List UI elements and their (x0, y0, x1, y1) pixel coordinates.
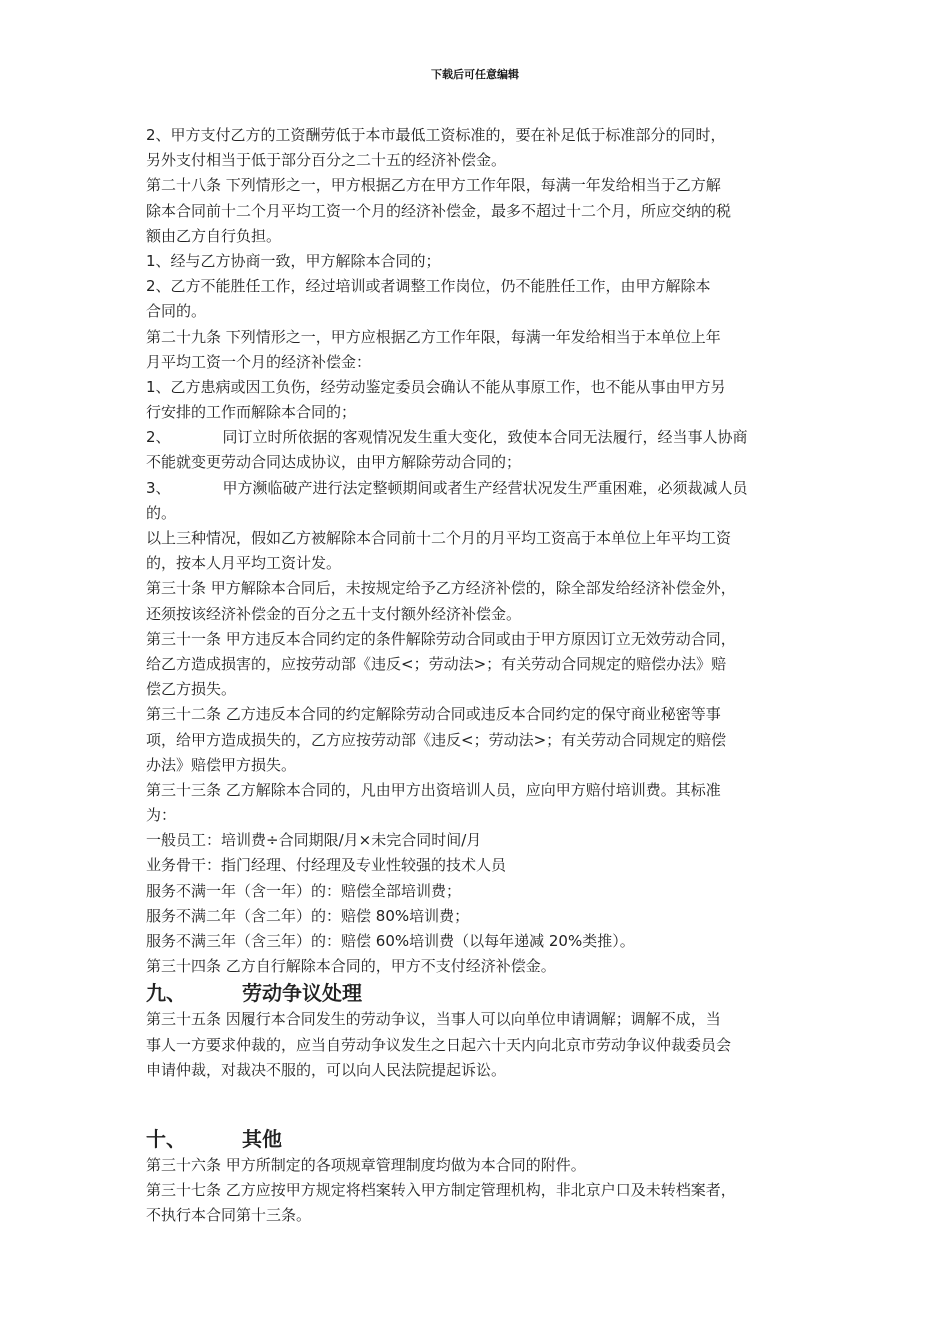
text-line: 行安排的工作而解除本合同的； (146, 403, 357, 422)
section-title: 其他 (242, 1126, 282, 1151)
article-30-34-block (146, 526, 814, 979)
item-2-line-2: 不能就变更劳动合同达成协议，由甲方解除劳动合同的； (146, 453, 522, 472)
document-body (146, 123, 814, 1229)
text-line: 1、乙方患病或因工负伤，经劳动鉴定委员会确认不能从事原工作，也不能从事由甲方另 (146, 377, 726, 396)
item-number: 3、 (146, 478, 171, 497)
text-line: 第三十六条 甲方所制定的各项规章管理制度均做为本合同的附件。 (146, 1155, 586, 1174)
section-heading-9 (146, 979, 814, 1007)
text-line: 以上三种情况，假如乙方被解除本合同前十二个月的月平均工资高于本单位上年平均工资 (146, 529, 732, 547)
text-line: 第二十九条 下列情形之一，甲方应根据乙方工作年限，每满一年发给相当于本单位上年 (146, 327, 721, 346)
section-number: 十、 (146, 1126, 186, 1151)
text-line: 偿乙方损失。 (146, 680, 237, 699)
text-line: 额由乙方自行负担。 (146, 226, 282, 245)
item-3-line-2: 的。 (146, 503, 177, 522)
text-line: 另外支付相当于低于部分百分之二十五的经济补偿金。 (146, 151, 507, 170)
text-line: 项，给甲方造成损失的，乙方应按劳动部《违反<；劳动法>；有关劳动合同规定的赔偿 (146, 730, 727, 749)
text-line: 给乙方造成损害的，应按劳动部《违反<；劳动法>；有关劳动合同规定的赔偿办法》赔 (146, 654, 727, 673)
text-line: 月平均工资一个月的经济补偿金： (146, 352, 372, 371)
text-line: 2、甲方支付乙方的工资酬劳低于本市最低工资标准的，要在补足低于标准部分的同时， (146, 126, 726, 144)
text-line: 申请仲裁，对裁决不服的，可以向人民法院提起诉讼。 (146, 1060, 507, 1079)
item-3-line-1 (146, 476, 814, 501)
item-number: 2、 (146, 428, 171, 447)
article-36-37-block (146, 1153, 814, 1229)
section-title: 劳动争议处理 (242, 981, 362, 1006)
text-line: 除本合同前十二个月平均工资一个月的经济补偿金，最多不超过十二个月，所应交纳的税 (146, 201, 732, 220)
section-number: 九、 (146, 981, 186, 1006)
text-line: 第三十二条 乙方违反本合同的约定解除劳动合同或违反本合同约定的保守商业秘密等事 (146, 705, 721, 724)
text-line: 服务不满二年（含二年）的：赔偿 80%培训费； (146, 906, 470, 925)
page-header: 下载后可任意编辑 (431, 68, 519, 81)
text-line: 第二十八条 下列情形之一，甲方根据乙方在甲方工作年限，每满一年发给相当于乙方解 (146, 176, 721, 195)
text-line: 不执行本合同第十三条。 (146, 1206, 312, 1225)
text-line: 的，按本人月平均工资计发。 (146, 554, 342, 573)
text-line: 第三十七条 乙方应按甲方规定将档案转入甲方制定管理机构，非北京户口及未转档案者， (146, 1181, 736, 1200)
text-line: 为： (146, 806, 177, 825)
section-heading-10 (146, 1125, 814, 1153)
text-line: 1、经与乙方协商一致，甲方解除本合同的； (146, 251, 441, 270)
text-line: 第三十一条 甲方违反本合同约定的条件解除劳动合同或由于甲方原因订立无效劳动合同， (146, 629, 736, 648)
text-line: 服务不满一年（含一年）的：赔偿全部培训费； (146, 881, 462, 900)
text-line: 第三十五条 因履行本合同发生的劳动争议，当事人可以向单位申请调解；调解不成，当 (146, 1010, 721, 1029)
text-line: 第三十条 甲方解除本合同后，未按规定给予乙方经济补偿的，除全部发给经济补偿金外， (146, 579, 736, 598)
text-line: 业务骨干：指门经理、付经理及专业性较强的技术人员 (146, 856, 507, 875)
text-line: 服务不满三年（含三年）的：赔偿 60%培训费（以每年递减 20%类推）。 (146, 932, 635, 950)
article-35-block (146, 1007, 814, 1083)
article-28-29-block (146, 123, 814, 425)
text-line: 还须按该经济补偿金的百分之五十支付额外经济补偿金。 (146, 604, 522, 623)
item-2-line-1 (146, 425, 814, 450)
text-line: 第三十四条 乙方自行解除本合同的，甲方不支付经济补偿金。 (146, 957, 556, 976)
text-line: 第三十三条 乙方解除本合同的，凡由甲方出资培训人员，应向甲方赔付培训费。其标准 (146, 780, 721, 799)
text-line: 合同的。 (146, 302, 207, 321)
text-line: 2、乙方不能胜任工作，经过培训或者调整工作岗位，仍不能胜任工作，由甲方解除本 (146, 277, 711, 296)
text-line: 办法》赔偿甲方损失。 (146, 755, 297, 774)
text-line: 事人一方要求仲裁的，应当自劳动争议发生之日起六十天内向北京市劳动争议仲裁委员会 (146, 1035, 732, 1054)
text-line: 一般员工：培训费÷合同期限/月×未完合同时间/月 (146, 831, 482, 850)
item-text: 甲方濒临破产进行法定整顿期间或者生产经营状况发生严重困难，必须裁减人员 (222, 478, 748, 497)
item-text: 同订立时所依据的客观情况发生重大变化，致使本合同无法履行，经当事人协商 (222, 428, 748, 447)
